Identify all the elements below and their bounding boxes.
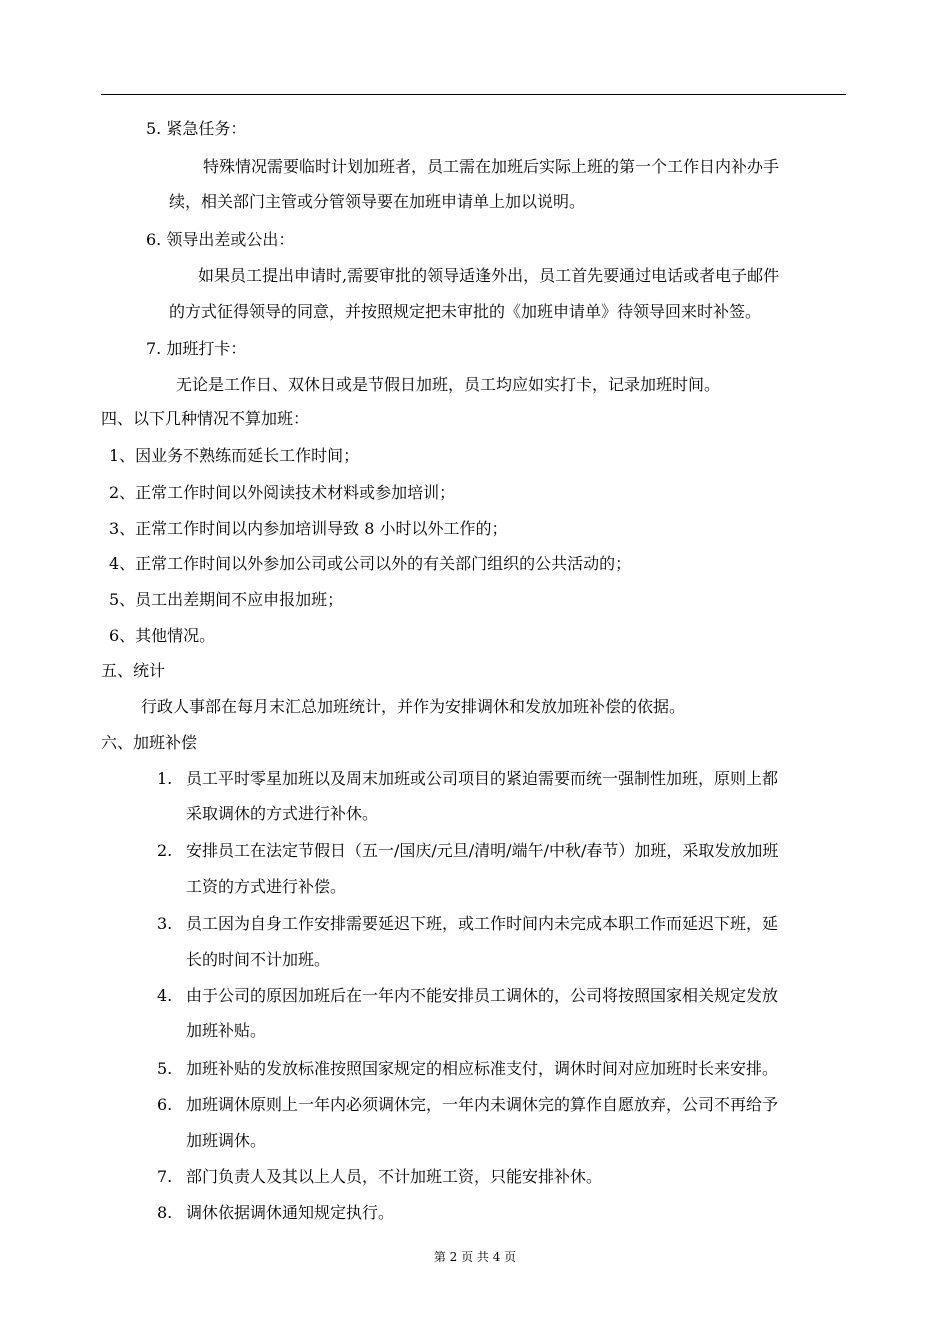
item-7-title: 7. 加班打卡： [146, 339, 247, 358]
comp-item-1-number: 1. [157, 769, 173, 788]
header-rule [101, 94, 846, 95]
comp-item-2-number: 2. [157, 841, 173, 860]
comp-item-4-line-2: 加班补贴。 [186, 1021, 267, 1040]
exclusion-item-5: 5、员工出差期间不应申报加班； [109, 590, 344, 609]
exclusion-item-3: 3、正常工作时间以内参加培训导致 8 小时以外工作的； [109, 519, 508, 538]
comp-item-8-line-1: 调休依据调休通知规定执行。 [186, 1203, 395, 1222]
item-5-body-line-2: 续，相关部门主管或分管领导要在加班申请单上加以说明。 [169, 192, 586, 211]
comp-item-6-line-2: 加班调休。 [186, 1131, 267, 1150]
page-number: 第 2 页 共 4 页 [433, 1250, 517, 1264]
section-6-heading: 六、加班补偿 [101, 733, 198, 752]
section-5-heading: 五、统计 [101, 661, 166, 680]
comp-item-6-line-1: 加班调休原则上一年内必须调休完，一年内未调休完的算作自愿放弃，公司不再给予 [186, 1095, 779, 1114]
comp-item-4-number: 4. [157, 986, 173, 1005]
section-5-body: 行政人事部在每月末汇总加班统计，并作为安排调休和发放加班补偿的依据。 [141, 697, 686, 716]
comp-item-7-line-1: 部门负责人及其以上人员，不计加班工资，只能安排补休。 [186, 1167, 603, 1186]
item-6-body-line-2: 的方式征得领导的同意，并按照规定把未审批的《加班申请单》待领导回来时补签。 [169, 302, 762, 321]
comp-item-1-line-2: 采取调休的方式进行补休。 [186, 804, 379, 823]
exclusion-item-1: 1、因业务不熟练而延长工作时间； [109, 446, 360, 465]
item-6-title: 6. 领导出差或公出： [146, 230, 295, 249]
comp-item-2-line-2: 工资的方式进行补偿。 [186, 877, 347, 896]
comp-item-1-line-1: 员工平时零星加班以及周末加班或公司项目的紧迫需要而统一强制性加班，原则上都 [186, 769, 779, 788]
comp-item-3-line-2: 长的时间不计加班。 [186, 950, 331, 969]
comp-item-7-number: 7. [157, 1167, 173, 1186]
comp-item-5-line-1: 加班补贴的发放标准按照国家规定的相应标准支付，调休时间对应加班时长来安排。 [186, 1059, 779, 1078]
comp-item-5-number: 5. [157, 1059, 173, 1078]
item-6-body-line-1: 如果员工提出申请时,需要审批的领导适逢外出，员工首先要通过电话或者电子邮件 [198, 266, 780, 285]
item-5-title: 5. 紧急任务： [146, 119, 247, 138]
section-4-heading: 四、以下几种情况不算加班： [101, 409, 310, 428]
exclusion-item-4: 4、正常工作时间以外参加公司或公司以外的有关部门组织的公共活动的； [109, 554, 632, 573]
comp-item-2-line-1: 安排员工在法定节假日（五一/国庆/元旦/清明/端午/中秋/春节）加班，采取发放加班 [186, 841, 779, 860]
comp-item-3-number: 3. [157, 914, 173, 933]
item-5-body-line-1: 特殊情况需要临时计划加班者，员工需在加班后实际上班的第一个工作日内补办手 [203, 157, 780, 176]
item-7-body-line-1: 无论是工作日、双休日或是节假日加班，员工均应如实打卡，记录加班时间。 [176, 375, 721, 394]
comp-item-8-number: 8. [157, 1203, 173, 1222]
comp-item-6-number: 6. [157, 1095, 173, 1114]
exclusion-item-2: 2、正常工作时间以外阅读技术材料或参加培训； [109, 483, 456, 502]
exclusion-item-6: 6、其他情况。 [109, 626, 216, 645]
comp-item-4-line-1: 由于公司的原因加班后在一年内不能安排员工调休的，公司将按照国家相关规定发放 [186, 986, 779, 1005]
comp-item-3-line-1: 员工因为自身工作安排需要延迟下班，或工作时间内未完成本职工作而延迟下班，延 [186, 914, 779, 933]
